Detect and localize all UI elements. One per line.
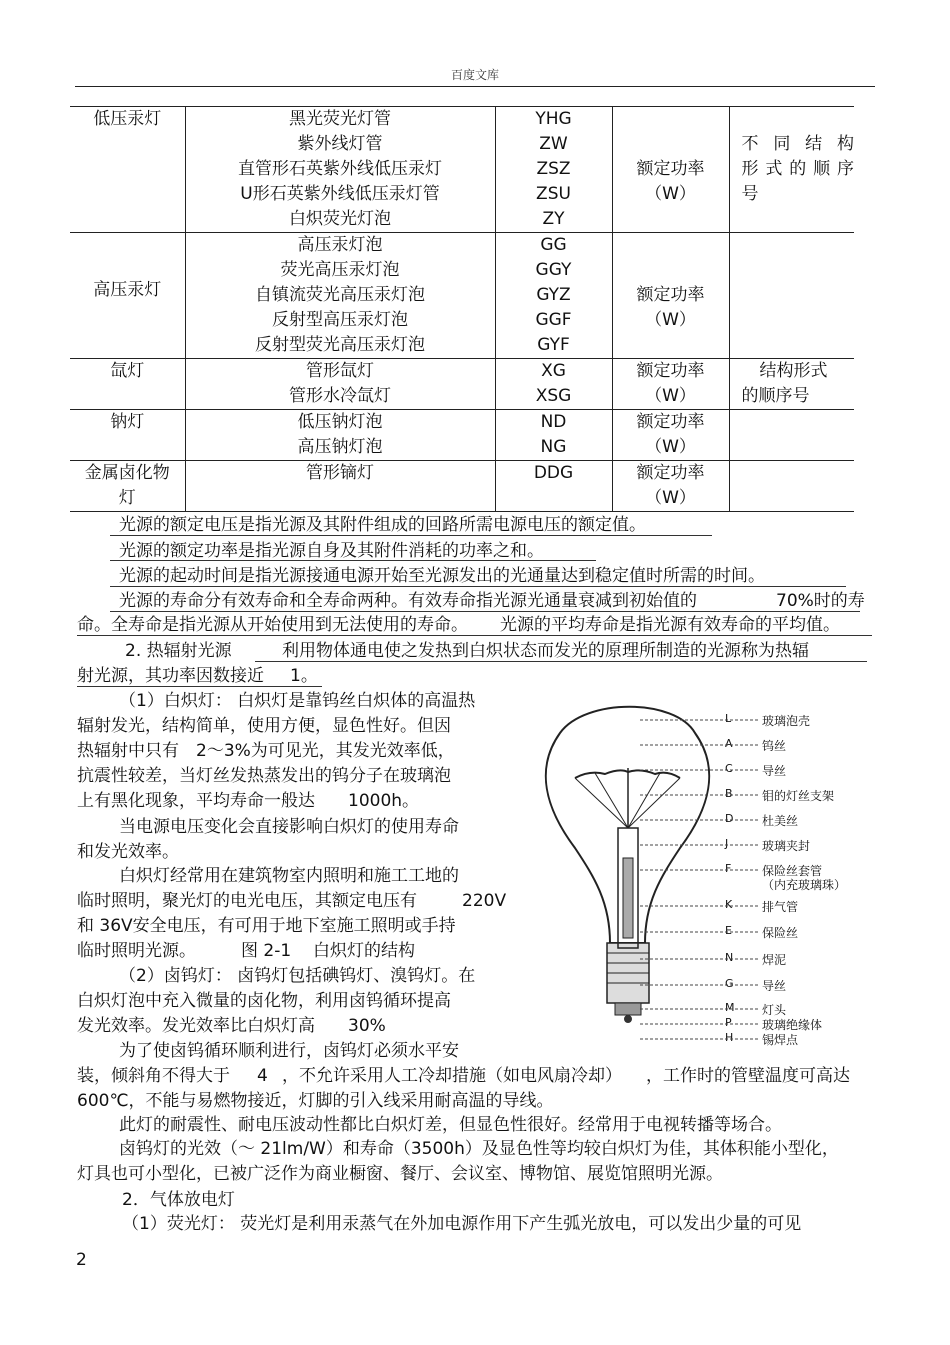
- paragraph-text: 热辐射中只有: [77, 741, 179, 761]
- paragraph-text: 和发光效率。: [77, 842, 179, 862]
- figure-label: 钨丝: [762, 739, 787, 753]
- param-label: 额定功率: [636, 159, 705, 179]
- paragraph-text: 4: [257, 1066, 268, 1086]
- figure-label-letter: N: [725, 951, 734, 964]
- figure-label: 玻璃泡壳: [762, 714, 811, 728]
- header-divider: [75, 86, 875, 87]
- figure-label-letter: L: [725, 712, 732, 725]
- solder-point-shape: [624, 1015, 632, 1023]
- support-wire: [595, 773, 628, 828]
- lamp-code: ZY: [542, 209, 565, 229]
- paragraph-text: 射光源，其功率因数接近: [77, 666, 264, 686]
- paragraph-text: 光源的寿命分有效寿命和全寿命两种。有效寿命指光源光通量衰减到初始值的: [119, 591, 697, 611]
- param-cell: [612, 233, 729, 359]
- figure-label: 锡焊点: [762, 1033, 799, 1047]
- note-line: 号: [741, 184, 759, 204]
- paragraph-text: 光源的起动时间是指光源接通电源开始至光源发出的光通量达到稳定值时所需的时间。: [119, 566, 765, 586]
- paragraph-text: 白炽灯经常用在建筑物室内照明和施工工地的: [119, 866, 459, 886]
- figure-label: 焊泥: [762, 953, 787, 967]
- lamp-code: DDG: [533, 463, 574, 483]
- table-row: [70, 233, 854, 359]
- lamp-codes: [495, 359, 612, 410]
- table-row: [70, 410, 854, 461]
- paragraph-text: 卤钨灯的光效（～ 21lm/W）和寿命（3500h）及显色性等均较白炽灯为佳，其体积能小型化，: [119, 1139, 839, 1159]
- paragraph-text: 白炽灯泡中充入微量的卤化物，利用卤钨循环提高: [77, 991, 451, 1011]
- paragraph-text: 命。全寿命是指光源从开始使用到无法使用的寿命。: [77, 615, 468, 635]
- figure-label: 灯头: [762, 1003, 787, 1017]
- paragraph-text: 此灯的耐震性、耐电压波动性都比白炽灯差，但显色性很好。经常用于电视转播等场合。: [119, 1115, 782, 1135]
- lamp-code: YHG: [535, 109, 572, 129]
- lamp-category: 高压汞灯: [70, 233, 185, 359]
- lamp-code: GGY: [535, 260, 572, 280]
- page-header: 百度文库: [450, 68, 499, 82]
- text-underline: [110, 611, 860, 612]
- paragraph-text: 上有黑化现象，平均寿命一般达: [77, 791, 315, 811]
- figure-label-letter: B: [725, 787, 733, 800]
- lamp-code: XG: [541, 361, 566, 381]
- figure-label: （内充玻璃珠）: [762, 878, 847, 892]
- paragraph-text: ，工作时的管壁温度可高达: [646, 1066, 850, 1086]
- param-unit: （W）: [645, 184, 696, 204]
- paragraph-text: （1）白炽灯： 白炽灯是靠钨丝白炽体的高温热: [119, 691, 476, 711]
- lamp-name: 白炽荧光灯泡: [289, 209, 391, 229]
- note-cell: [729, 233, 854, 359]
- text-underline: [110, 560, 596, 561]
- figure-label: 导丝: [762, 764, 787, 778]
- note-cell: [729, 410, 854, 461]
- lamp-names: [185, 410, 495, 461]
- lamp-name: 管形水冷氙灯: [289, 386, 391, 406]
- category-line: 灯: [118, 488, 136, 508]
- lamp-category: 氙灯: [70, 359, 185, 410]
- param-unit: （W）: [645, 488, 696, 508]
- fuse-sleeve-shape: [623, 858, 633, 938]
- param-unit: （W）: [645, 437, 696, 457]
- paragraph-text: 利用物体通电使之发热到白炽状态而发光的原理所制造的光源称为热辐: [282, 641, 809, 661]
- table-row: [70, 359, 854, 410]
- lamp-code: ND: [540, 412, 567, 432]
- paragraph-text: 光源的平均寿命是指光源有效寿命的平均值。: [500, 615, 840, 635]
- figure-label-letter: K: [725, 898, 733, 911]
- figure-label: 玻璃绝缘体: [762, 1018, 823, 1032]
- lamp-name: 高压钠灯泡: [297, 437, 383, 457]
- lamp-name: 直管形石英紫外线低压汞灯: [238, 159, 442, 179]
- lamp-code: ZW: [539, 134, 568, 154]
- paragraph-text: 辐射发光，结构简单，使用方便，显色性好。但因: [77, 716, 451, 736]
- figure-label: 玻璃夹封: [762, 839, 811, 853]
- paragraph-text: 220V: [462, 891, 507, 911]
- figure-label: 钼的灯丝支架: [762, 789, 835, 803]
- figure-label-letter: F: [725, 862, 732, 875]
- lamp-code: GYF: [537, 335, 570, 355]
- figure-label: 保险丝: [762, 926, 799, 940]
- figure-label-letter: D: [725, 812, 734, 825]
- figure-caption: 白炽灯的结构: [313, 941, 415, 961]
- lamp-codes: [495, 107, 612, 233]
- note-line: 的顺序号: [741, 386, 810, 406]
- lamp-codes: [495, 461, 612, 512]
- figure-caption-number: 图 2-1: [241, 941, 292, 961]
- lamp-name: 低压钠灯泡: [297, 412, 383, 432]
- lamp-code: ZSZ: [536, 159, 571, 179]
- note-cell: [729, 359, 854, 410]
- category-line: 金属卤化物: [84, 463, 170, 483]
- paragraph-text: 和 36V安全电压，有可用于地下室施工照明或手持: [77, 916, 456, 936]
- lamp-names: [185, 359, 495, 410]
- paragraph-text: ，不允许采用人工冷却措施（如电风扇冷却）: [282, 1066, 622, 1086]
- paragraph-text: （1）荧光灯： 荧光灯是利用汞蒸气在外加电源作用下产生弧光放电，可以发出少量的可见: [122, 1214, 802, 1234]
- param-cell: [612, 107, 729, 233]
- lamp-code: GG: [540, 235, 567, 255]
- section-heading: 2．气体放电灯: [122, 1190, 235, 1210]
- figure-label-letter: A: [725, 737, 733, 750]
- figure-label: 保险丝套管: [762, 864, 823, 878]
- leader-lines: [640, 700, 765, 1050]
- lamp-category: 钠灯: [70, 410, 185, 461]
- figure-label: 杜美丝: [762, 814, 799, 828]
- param-label: 额定功率: [636, 285, 705, 305]
- note-line: 结构形式: [759, 361, 828, 381]
- param-cell: [612, 359, 729, 410]
- paragraph-text: 为了使卤钨循环顺利进行，卤钨灯必须水平安: [119, 1041, 459, 1061]
- paragraph-text: 光源的额定电压是指光源及其附件组成的回路所需电源电压的额定值。: [119, 515, 646, 535]
- param-cell: [612, 410, 729, 461]
- support-wire: [575, 778, 628, 828]
- paragraph-text: 1。: [290, 666, 318, 686]
- table-row: [70, 107, 854, 233]
- paragraph-text: 抗震性较差，当灯丝发热蒸发出的钨分子在玻璃泡: [77, 766, 451, 786]
- lamp-name: 高压汞灯泡: [297, 235, 383, 255]
- lamp-name: U形石英紫外线低压汞灯管: [240, 184, 440, 204]
- lamp-name: 管形镝灯: [306, 463, 374, 483]
- note-cell: [729, 107, 854, 233]
- paragraph-text: 1000h。: [348, 791, 420, 811]
- text-underline: [255, 661, 867, 662]
- lamp-category: 低压汞灯: [70, 107, 185, 233]
- lamp-code-table: [70, 106, 854, 512]
- figure-label: 导丝: [762, 979, 787, 993]
- paragraph-text: 临时照明光源。: [77, 941, 196, 961]
- paragraph-text: 发光效率。发光效率比白炽灯高: [77, 1016, 315, 1036]
- paragraph-text: （2）卤钨灯： 卤钨灯包括碘钨灯、溴钨灯。在: [119, 966, 476, 986]
- text-underline: [77, 686, 322, 687]
- paragraph-text: 光源的额定功率是指光源自身及其附件消耗的功率之和。: [119, 541, 544, 561]
- paragraph-text: 临时照明，聚光灯的电光电压，其额定电压有: [77, 891, 417, 911]
- figure-label-letter: G: [725, 977, 734, 990]
- figure-label-letter: E: [725, 924, 732, 937]
- lamp-names: [185, 461, 495, 512]
- lamp-code: GGF: [535, 310, 572, 330]
- param-unit: （W）: [645, 386, 696, 406]
- lamp-name: 管形氙灯: [306, 361, 374, 381]
- figure-label-letter: J: [725, 837, 729, 850]
- text-underline: [110, 535, 712, 536]
- figure-label: 排气管: [762, 900, 799, 914]
- table-row: [70, 461, 854, 512]
- note-cell: [729, 461, 854, 512]
- lamp-name: 自镇流荧光高压汞灯泡: [255, 285, 425, 305]
- lamp-codes: [495, 410, 612, 461]
- note-line: 不 同 结 构: [741, 134, 854, 154]
- lamp-code: XSG: [535, 386, 572, 406]
- paragraph-text: 灯具也可小型化，已被广泛作为商业橱窗、餐厅、会议室、博物馆、展览馆照明光源。: [77, 1164, 723, 1184]
- lamp-category: [70, 461, 185, 512]
- paragraph-text: 装，倾斜角不得大于: [77, 1066, 230, 1086]
- lamp-name: 反射型高压汞灯泡: [272, 310, 408, 330]
- lamp-name: 反射型荧光高压汞灯泡: [255, 335, 425, 355]
- paragraph-text: 2～3%为可见光，其发光效率低，: [196, 741, 455, 761]
- page-number: 2: [76, 1250, 87, 1270]
- paragraph-text: 30%: [348, 1016, 386, 1036]
- note-line: 形 式 的 顺 序: [741, 159, 854, 179]
- figure-label-letter: H: [725, 1031, 734, 1044]
- lamp-name: 紫外线灯管: [297, 134, 383, 154]
- lamp-code: GYZ: [536, 285, 571, 305]
- param-label: 额定功率: [636, 463, 705, 483]
- paragraph-text: 当电源电压变化会直接影响白炽灯的使用寿命: [119, 817, 459, 837]
- param-label: 额定功率: [636, 412, 705, 432]
- paragraph-text: 600℃，不能与易燃物接近，灯脚的引入线采用耐高温的导线。: [77, 1091, 554, 1111]
- text-underline: [77, 635, 872, 636]
- paragraph-text: 70%时的寿: [776, 591, 865, 611]
- param-label: 额定功率: [636, 361, 705, 381]
- text-underline: [110, 586, 846, 587]
- lamp-names: [185, 233, 495, 359]
- figure-label-letter: C: [725, 762, 733, 775]
- figure-label-letter: P: [725, 1016, 732, 1029]
- figure-label-letter: M: [725, 1001, 735, 1014]
- param-cell: [612, 461, 729, 512]
- lamp-codes: [495, 233, 612, 359]
- lamp-name: 荧光高压汞灯泡: [280, 260, 400, 280]
- insulator-shape: [615, 1003, 641, 1015]
- section-heading: 2. 热辐射光源: [125, 641, 232, 661]
- lamp-name: 黑光荧光灯管: [289, 109, 391, 129]
- lamp-code: NG: [540, 437, 567, 457]
- lamp-code: ZSU: [536, 184, 571, 204]
- param-unit: （W）: [645, 310, 696, 330]
- lamp-names: [185, 107, 495, 233]
